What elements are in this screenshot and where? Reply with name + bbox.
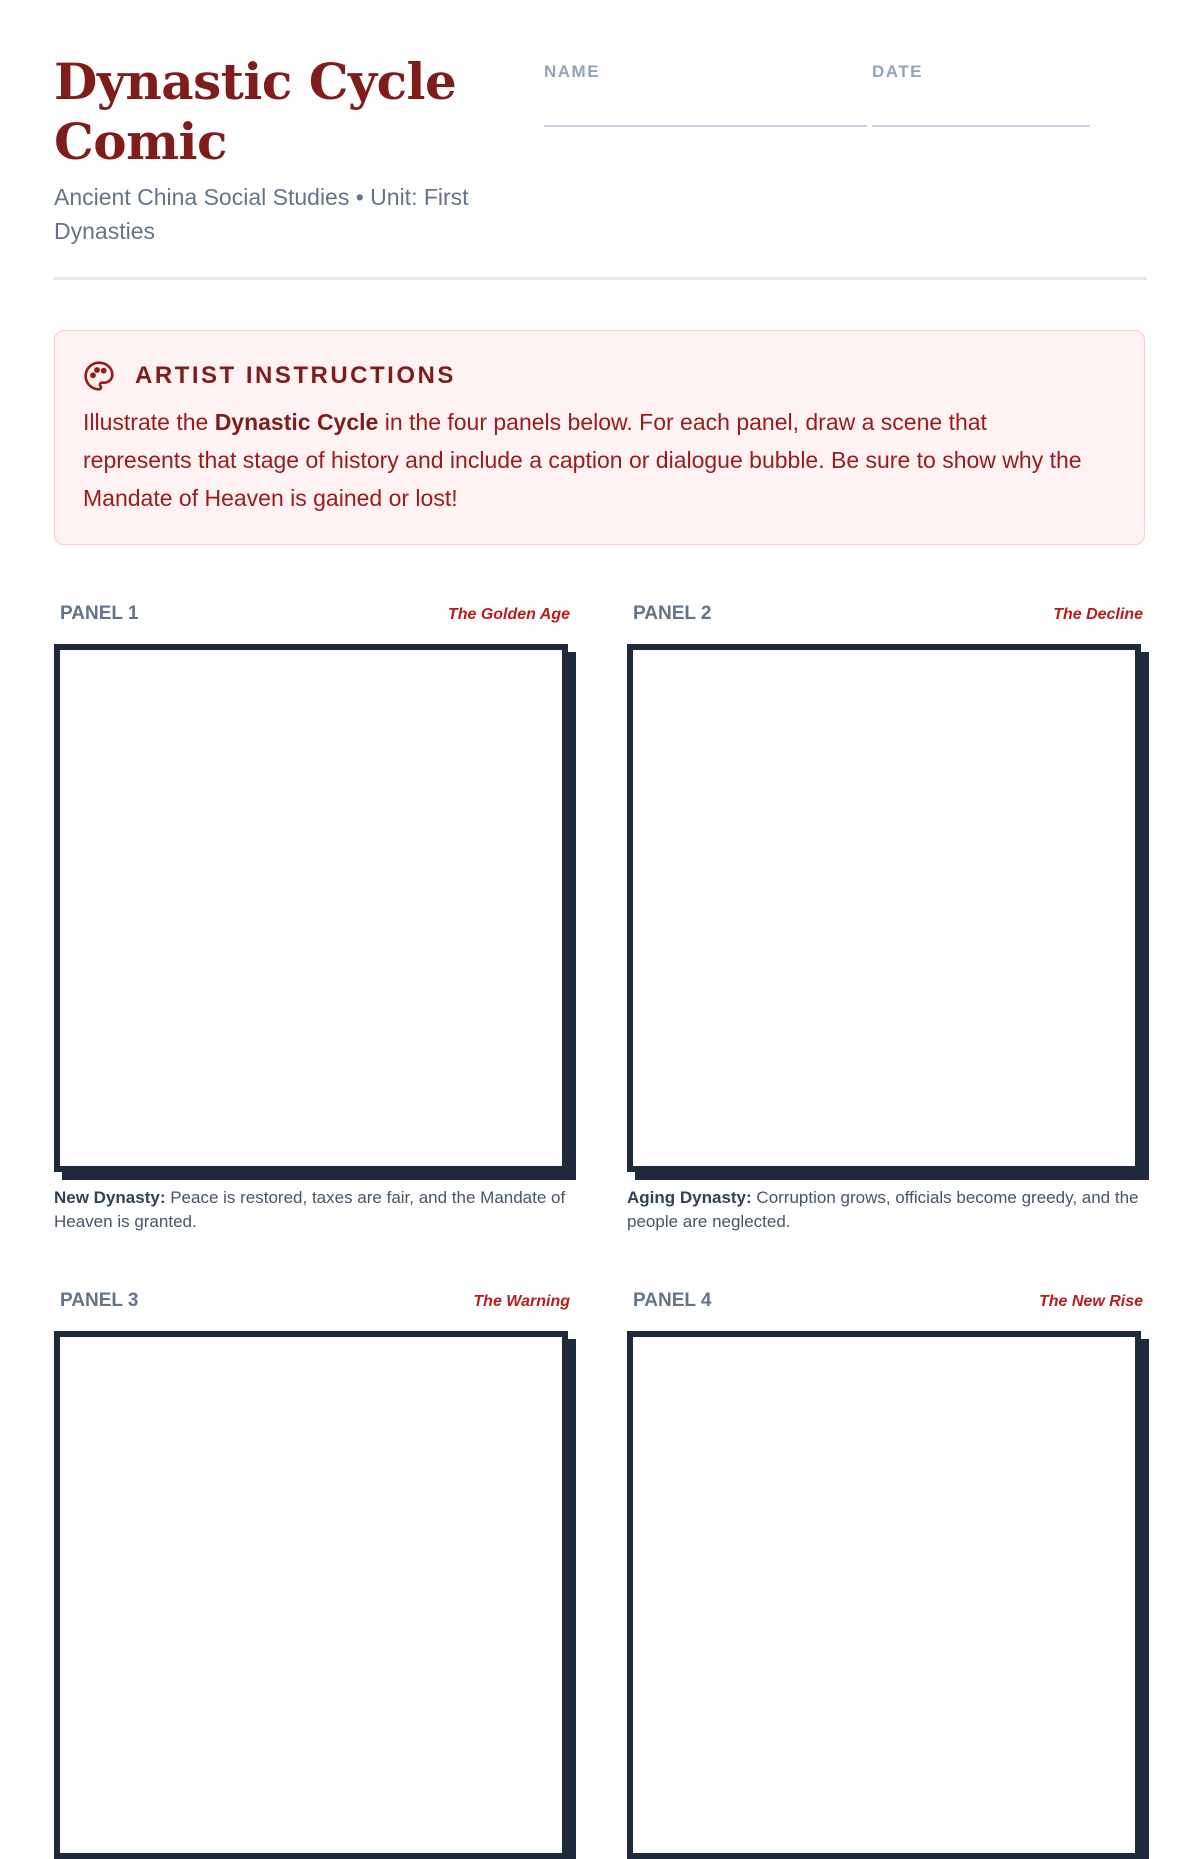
- date-line[interactable]: [872, 125, 1090, 127]
- instructions-text: [83, 403, 1093, 517]
- panel-stage-title: The Decline: [1053, 606, 1143, 623]
- palette-icon: [83, 360, 115, 392]
- drawing-area[interactable]: [627, 1331, 1141, 1859]
- panel-number: PANEL 2: [633, 603, 712, 624]
- name-field[interactable]: [544, 62, 867, 82]
- name-line[interactable]: [544, 125, 867, 127]
- panel-stage-title: The Warning: [473, 1293, 570, 1310]
- panel-number: PANEL 3: [60, 1290, 139, 1311]
- drawing-area[interactable]: [627, 644, 1141, 1172]
- caption-label: New Dynasty:: [54, 1188, 166, 1207]
- panel-stage-title: The New Rise: [1038, 1293, 1143, 1310]
- caption-text: Peace is restored, taxes are fair, and the Mandate of Heaven is granted.: [54, 1188, 566, 1231]
- caption-label: Aging Dynasty:: [627, 1188, 752, 1207]
- page-subtitle: Ancient China Social Studies • Unit: First Dynasties: [54, 184, 469, 244]
- name-label: NAME: [544, 62, 601, 81]
- panel-caption: [54, 1186, 576, 1234]
- panel-header: [633, 603, 1143, 629]
- caption-text: Corruption grows, officials become greedy, and the people are neglected.: [627, 1188, 1139, 1231]
- panel-header: [60, 1290, 570, 1316]
- instructions-title: ARTIST INSTRUCTIONS: [135, 362, 456, 389]
- panel-header: [60, 603, 570, 629]
- page-title: Dynastic Cycle Comic: [54, 52, 457, 171]
- instructions-text-start: Illustrate the: [83, 409, 215, 435]
- panel-number: PANEL 4: [633, 1290, 712, 1311]
- worksheet-header: [54, 52, 1147, 280]
- drawing-area[interactable]: [54, 644, 568, 1172]
- instructions-heading: [83, 359, 456, 393]
- panel-stage-title: The Golden Age: [447, 606, 570, 623]
- instructions-text-end: in the four panels below. For each panel, draw a scene that represents that stage of history and include a caption or dialogue bubble. Be sure to show why the Mandate of Heaven is gained or lost!: [83, 409, 1082, 511]
- panel-number: PANEL 1: [60, 603, 139, 624]
- date-field[interactable]: [872, 62, 1090, 82]
- panel-caption: [627, 1186, 1149, 1234]
- date-label: DATE: [872, 62, 924, 81]
- drawing-area[interactable]: [54, 1331, 568, 1859]
- instructions-text-emphasis: Dynastic Cycle: [214, 409, 379, 435]
- panel-header: [633, 1290, 1143, 1316]
- artist-instructions-box: [54, 330, 1145, 545]
